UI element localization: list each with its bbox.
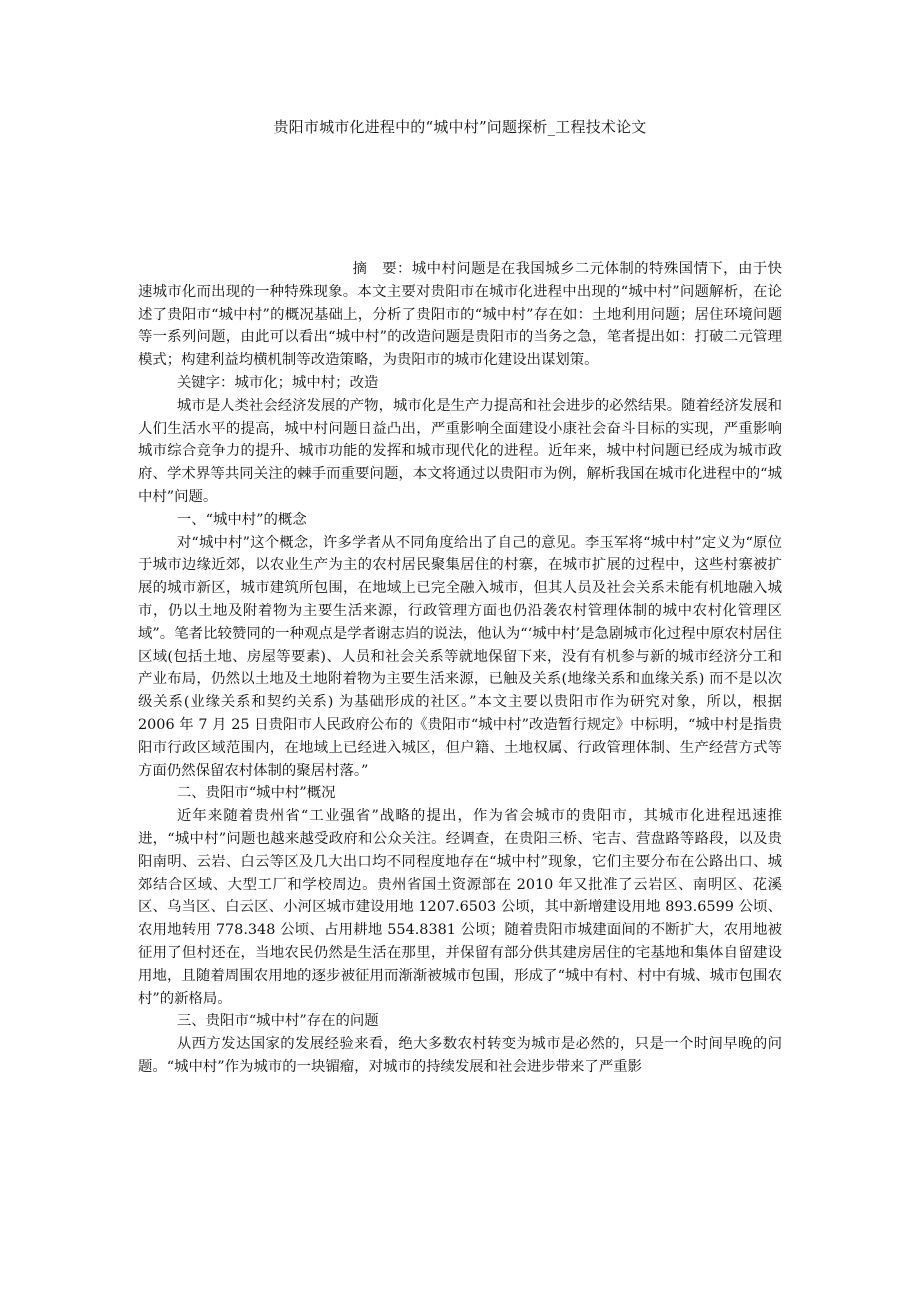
section-2-heading: 二、贵阳市“城中村”概况 (176, 785, 336, 802)
section-3-heading: 三、贵阳市“城中村”存在的问题 (176, 1013, 379, 1030)
section-1-heading: 一、“城中村”的概念 (176, 511, 307, 528)
document-title: 贵阳市城市化进程中的“城中村”问题探析_工程技术论文 (273, 118, 647, 136)
intro-paragraph: 城市是人类社会经济发展的产物，城市化是生产力提高和社会进步的必然结果。随着经济发展和人们生活水平的提高，城中村问题日益凸出，严重影响全面建设小康社会奋斗目标的实现，严重影响城市综合竞争力的提升、城市功能的发挥和城市现代化的进程。近年来，城中村问题已经成为城市政府、学术界等共同关注的棘手而重要问题，本文将通过以贵阳市为例，解析我国在城市化进程中的“城中村”问题。 (138, 397, 782, 505)
section-3-paragraph: 从西方发达国家的发展经验来看，绝大多数农村转变为城市是必然的，只是一个时间早晚的问题。“城中村”作为城市的一块镅瘤，对城市的持续发展和社会进步带来了严重影 (138, 1036, 782, 1075)
section-1-paragraph: 对“城中村”这个概念，许多学者从不同角度给出了自己的意见。李玉军将“城中村”定义为“原位于城市边缘近郊，以农业生产为主的农村居民聚集居住的村寨，在城市扩展的过程中，这些村寨被扩展的城市新区，城市建筑所包围，在地域上已完全融入城市，但其人员及社会关系未能有机地融入城市，仍以土地及附着物为主要生活来源，行政管理方面也仍沿袭农村管理体制的城中农村化管理区域”。笔者比较赞同的一种观点是学者谢志岿的说法，他认为“‘城中村’是急剧城市化过程中原农村居住区域(包括土地、房屋等要素)、人员和社会关系等就地保留下来，没有有机参与新的城市经济分工和产业布局，仍然以土地及土地附着物为主要生活来源，已触及关系(地缘关系和血缘关系) 而不是以次级关系(业缘关系和契约关系) 为基础形成的社区。”本文主要以贵阳市作为研究对象，所以，根据 2006 年 7 月 25 日贵阳市人民政府公布的《贵阳市“城中村”改造暂行规定》中标明，“城中村是指贵阳市行政区域范围内，在地域上已经进入城区，但户籍、土地权属、行政管理体制、生产经营方式等方面仍然保留农村体制的聚居村落。” (138, 534, 782, 779)
abstract-paragraph: 摘 要：城中村问题是在我国城乡二元体制的特殊国情下，由于快速城市化而出现的一种特殊现象。本文主要对贵阳市在城市化进程中出现的“城中村”问题解析，在论述了贵阳市“城中村”的概况基础上，分析了贵阳市的“城中村”存在如：土地利用问题；居住环境问题等一系列问题，由此可以看出“城中村”的改造问题是贵阳市的当务之急，笔者提出如：打破二元管理模式；构建利益均横机制等改造策略，为贵阳市的城市化建设出谋划策。 (138, 261, 782, 369)
keywords-paragraph: 关键字：城市化；城中村；改造 (176, 374, 379, 391)
document-body (138, 258, 782, 1079)
section-2-paragraph: 近年来随着贵州省“工业强省”战略的提出，作为省会城市的贵阳市，其城市化进程迅速推进，“城中村”问题也越来越受政府和公众关注。经调查，在贵阳三桥、宅吉、营盘路等路段，以及贵阳南明、云岩、白云等区及几大出口均不同程度地存在“城中村”现象，它们主要分布在公路出口、城郊结合区域、大型工厂和学校周边。贵州省国土资源部在 2010 年又批准了云岩区、南明区、花溪区、乌当区、白云区、小河区城市建设用地 1207.6503 公顷，其中新增建设用地 893.6599 公顷、农用地转用 778.348 公顷、占用耕地 554.8381 公顷；随着贵阳市城建面间的不断扩大，农用地被征用了但村还在，当地农民仍然是生活在那里，并保留有部分供其建房居住的宅基地和集体自留建设用地，且随着周围农用地的逐步被征用而渐渐被城市包围，形成了“城中有村、村中有城、城市包围农村”的新格局。 (138, 808, 782, 1007)
